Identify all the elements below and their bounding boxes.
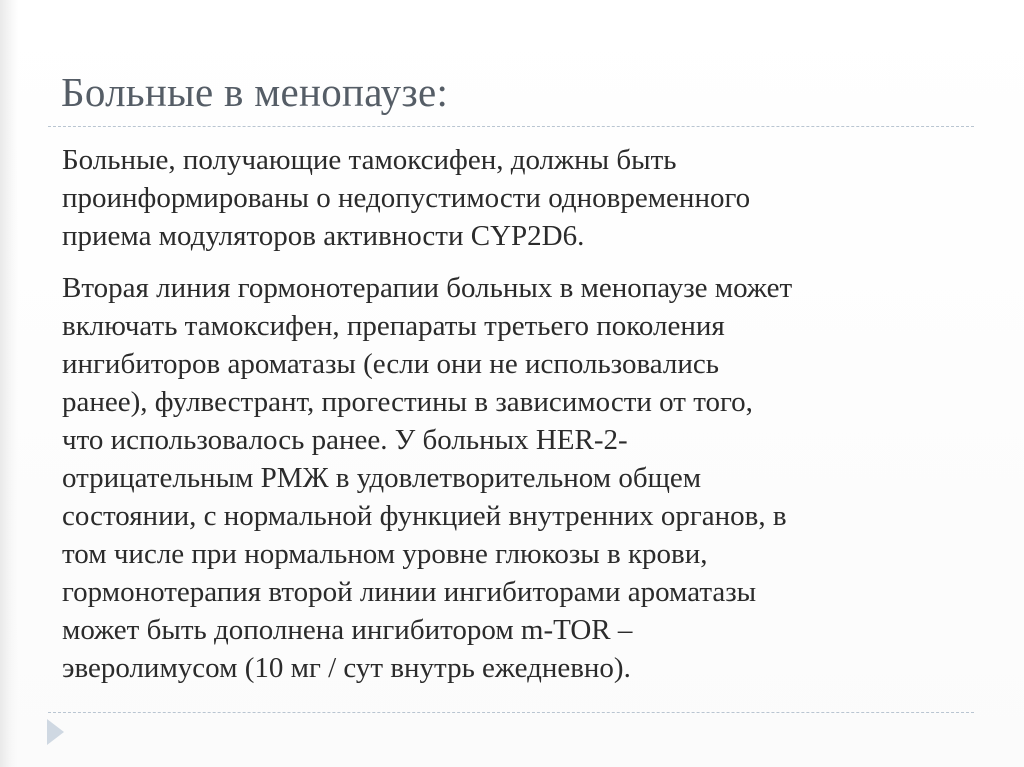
text-line: отрицательным РМЖ в удовлетворительном общем: [62, 462, 702, 494]
text-line: ранее), фулвестрант, прогестины в зависимости от того,: [62, 386, 753, 418]
text-line: приема модуляторов активности CYP2D6.: [62, 220, 585, 252]
text-line: состоянии, с нормальной функцией внутренних органов, в: [62, 500, 787, 532]
text-line: проинформированы о недопустимости одновременного: [62, 182, 751, 214]
text-line: Вторая линия гормонотерапии больных в менопаузе может: [62, 272, 793, 304]
play-triangle-icon[interactable]: [47, 719, 64, 745]
paragraph-1: [62, 141, 962, 255]
footer-divider: [48, 712, 974, 713]
text-line: ингибиторов ароматазы (если они не использовались: [62, 348, 719, 380]
paragraph-2: [62, 269, 962, 687]
text-line: эверолимусом (10 мг / сут внутрь ежедневно).: [62, 652, 631, 684]
slide-title: Больные в менопаузе:: [61, 69, 449, 115]
text-line: том числе при нормальном уровне глюкозы в крови,: [62, 538, 708, 570]
text-line: гормонотерапия второй линии ингибиторами ароматазы: [62, 576, 757, 608]
slide-body: [62, 141, 962, 701]
slide-left-edge: [0, 0, 18, 767]
text-line: что использовалось ранее. У больных HER-2-: [62, 424, 628, 456]
title-divider: [48, 126, 974, 127]
text-line: может быть дополнена ингибитором m-TOR –: [62, 614, 633, 646]
text-line: Больные, получающие тамоксифен, должны быть: [62, 144, 677, 176]
text-line: включать тамоксифен, препараты третьего поколения: [62, 310, 725, 342]
